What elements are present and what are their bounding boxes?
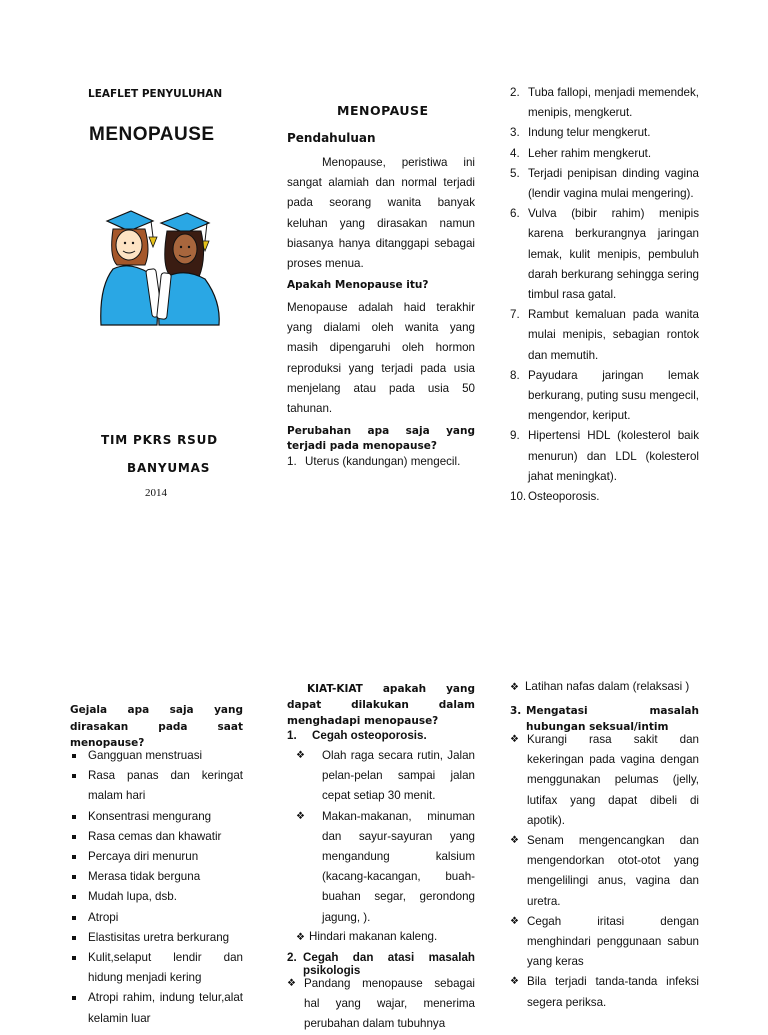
tip-1-title <box>287 729 427 742</box>
tip-item <box>510 972 699 1012</box>
intro-paragraph: Menopause, peristiwa ini sangat alamiah dan normal terjadi pada seorang wanita banyak keluhan yang dirasakan namun biasanya hanya ditanggapi sebagai proses menua. <box>287 156 475 271</box>
tip-item <box>510 831 699 912</box>
symptom-item: Mudah lupa, dsb. <box>70 887 243 907</box>
change-item-text: Hipertensi HDL (kolesterol baik menurun) dan LDL (kolesterol jahat meningkat). <box>528 429 699 483</box>
team-location: BANYUMAS <box>127 461 211 475</box>
change-item-text: Vulva (bibir rahim) menipis karena berkurangnya jaringan lemak, kulit menipis, pembuluh darah berkurang sehingga sering timbul rasa gatal. <box>528 207 699 302</box>
tip-1-title-text: Cegah osteoporosis. <box>312 729 427 742</box>
change-item-number: 8. <box>510 368 520 382</box>
change-item-number: 2. <box>510 86 520 99</box>
symptom-item: Merasa tidak berguna <box>70 867 243 887</box>
tip-item-text: Cegah iritasi dengan menghindari penggunaan sabun yang keras <box>527 914 699 969</box>
symptoms-list <box>70 746 243 1029</box>
tip-3-title-text: Mengatasi masalah hubungan seksual/intim <box>526 705 699 733</box>
team-name: TIM PKRS RSUD <box>101 433 218 447</box>
symptom-item: Elastisitas uretra berkurang <box>70 928 243 948</box>
symptom-item: Konsentrasi mengurang <box>70 807 243 827</box>
change-item <box>510 83 699 123</box>
symptom-item: Kulit,selaput lendir dan hidung menjadi kering <box>70 948 243 988</box>
question-symptoms: Gejala apa saja yang dirasakan pada saat menopause? <box>70 704 243 749</box>
tip-3-number: 3. <box>510 705 522 717</box>
change-item-number: 4. <box>510 146 520 160</box>
tip-item <box>510 912 699 973</box>
four-diamond-bullet-icon: ❖ <box>296 932 305 943</box>
symptom-item: Gangguan menstruasi <box>70 746 243 766</box>
graduates-illustration-icon <box>95 207 225 327</box>
change-item-number: 5. <box>510 166 520 180</box>
leaflet-header: LEAFLET PENYULUHAN <box>88 88 223 100</box>
question-changes: Perubahan apa saja yang terjadi pada menopause? <box>287 425 475 452</box>
symptom-item: Rasa panas dan keringat malam hari <box>70 766 243 806</box>
tip-item-text: Makan-makanan, minuman dan sayur-sayuran yang mengandung kalsium (kacang-kacangan, buah-buahan segar, gerondong jagung, ). <box>322 809 475 924</box>
four-diamond-bullet-icon: ❖ <box>296 810 305 822</box>
tip-1-extra-text: Hindari makanan kaleng. <box>308 930 438 943</box>
change-item-number: 7. <box>510 308 520 322</box>
four-diamond-bullet-icon: ❖ <box>510 835 519 847</box>
change-item-text: Terjadi penipisan dinding vagina (lendir vagina mulai mengering). <box>528 166 699 201</box>
tip-item-text: Kurangi rasa sakit dan kekeringan pada vagina dengan menggunakan pelumas (jelly, lutifax yang dapat dibeli di apotik). <box>527 733 699 827</box>
question-definition: Apakah Menopause itu? <box>287 279 429 291</box>
four-diamond-bullet-icon: ❖ <box>287 978 296 989</box>
changes-list <box>510 83 699 507</box>
intro-heading: Pendahuluan <box>287 131 376 145</box>
symptom-item: Rasa cemas dan khawatir <box>70 827 243 847</box>
tip-item <box>510 730 699 831</box>
tip-item-text: Olah raga secara rutin, Jalan pelan-pelan sampai jalan cepat setiap 30 menit. <box>322 749 475 803</box>
tip-1-number: 1. <box>287 729 297 742</box>
tip-1-list <box>296 746 475 928</box>
tip-2-title-text: Cegah dan atasi masalah psikologis <box>303 951 475 977</box>
change-item <box>510 204 699 305</box>
change-item-text: Indung telur mengkerut. <box>528 126 651 140</box>
tips-heading: KIAT-KIAT apakah yang dapat dilakukan dalam menghadapi menopause? <box>287 683 475 727</box>
tip-1-extra <box>296 927 437 948</box>
change-item-text: Rambut kemaluan pada wanita mulai menipis, sebagian rontok dan memutih. <box>528 308 699 362</box>
change-item-text: Payudara jaringan lemak berkurang, puting susu mengecil, mengendor, keriput. <box>528 368 699 423</box>
change-item-number: 3. <box>510 126 520 140</box>
tip-item-text: Senam mengencangkan dan mengendorkan otot-otot yang mengelilingi anus, vagina dan uretra. <box>527 834 699 908</box>
tip-2-number: 2. <box>287 951 297 964</box>
change-item-text: Osteoporosis. <box>528 490 600 504</box>
four-diamond-bullet-icon: ❖ <box>510 915 519 927</box>
change-item <box>510 305 699 366</box>
symptom-item: Atropi rahim, indung telur,alat kelamin luar <box>70 988 243 1028</box>
publication-year: 2014 <box>145 487 167 499</box>
relaxation-item-text: Latihan nafas dalam (relaksasi ) <box>524 680 690 693</box>
four-diamond-bullet-icon: ❖ <box>510 976 519 988</box>
tip-item <box>296 807 475 928</box>
tip-2-item <box>287 974 475 1035</box>
change-item-text: Leher rahim mengkerut. <box>528 146 652 160</box>
symptom-item: Percaya diri menurun <box>70 847 243 867</box>
change-item-1 <box>287 452 475 472</box>
change-item-number: 10. <box>510 490 527 504</box>
tip-item-text: Bila terjadi tanda-tanda infeksi segera periksa. <box>527 975 699 1009</box>
relaxation-item <box>510 677 699 698</box>
change-item-number: 6. <box>510 207 520 221</box>
four-diamond-bullet-icon: ❖ <box>296 750 305 761</box>
tip-item <box>296 746 475 807</box>
definition-paragraph: Menopause adalah haid terakhir yang dialami oleh wanita yang masih dipengaruhi oleh hormon reproduksi yang terjadi pada usia menjelang atau pada usia 50 tahunan. <box>287 301 475 416</box>
tip-3-list <box>510 730 699 1013</box>
section-heading: MENOPAUSE <box>337 103 429 118</box>
symptom-item: Atropi <box>70 908 243 928</box>
four-diamond-bullet-icon: ❖ <box>510 734 519 745</box>
change-item <box>510 487 699 507</box>
change-item-1-text: Uterus (kandungan) mengecil. <box>305 455 461 468</box>
change-item <box>510 144 699 164</box>
change-item-1-number: 1. <box>287 455 297 468</box>
cover-title: MENOPAUSE <box>89 124 215 145</box>
change-item-text: Tuba fallopi, menjadi memendek, menipis, mengkerut. <box>528 86 699 120</box>
change-item <box>510 123 699 143</box>
change-item <box>510 426 699 487</box>
tip-2-item-text: Pandang menopause sebagai hal yang wajar, menerima perubahan dalam tubuhnya <box>304 977 475 1031</box>
change-item <box>510 164 699 204</box>
change-item <box>510 366 699 427</box>
change-item-number: 9. <box>510 429 520 443</box>
four-diamond-bullet-icon: ❖ <box>510 682 519 693</box>
